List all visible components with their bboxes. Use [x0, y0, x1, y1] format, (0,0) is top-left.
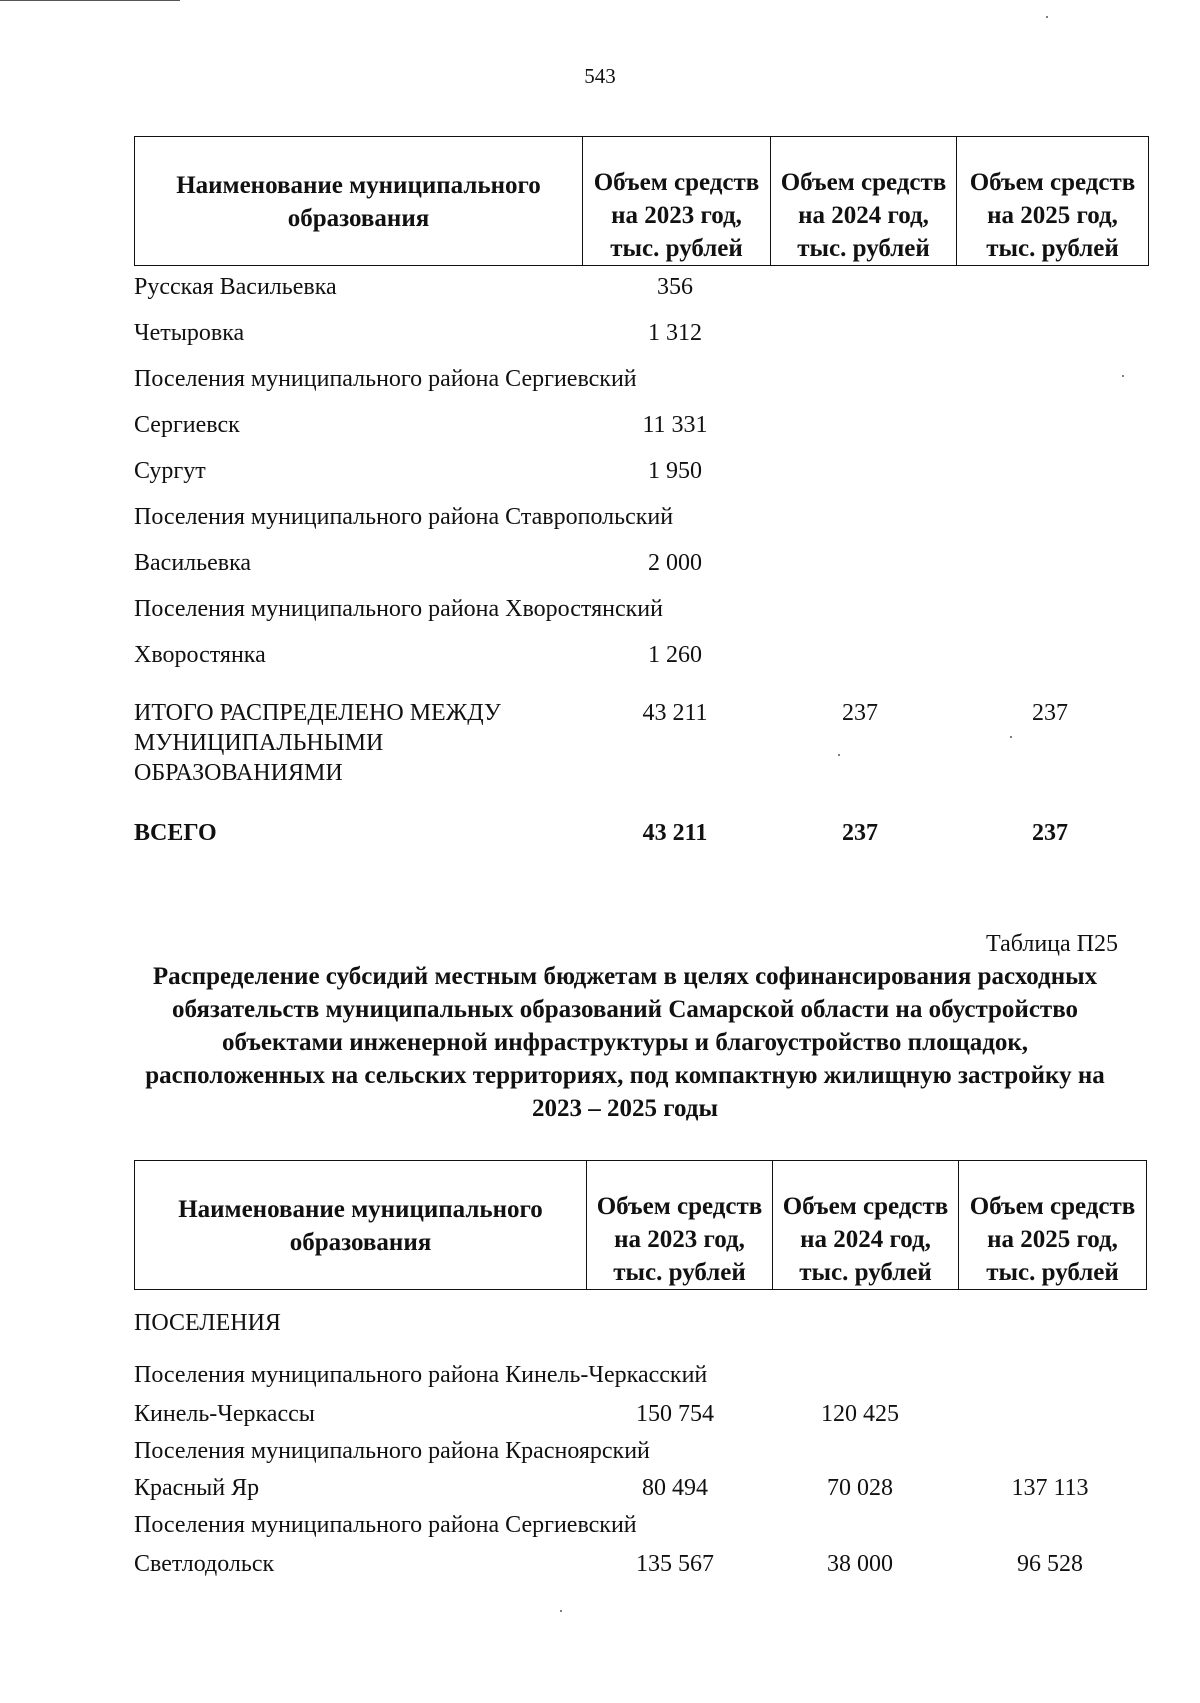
table-row-value-2024: 70 028 — [827, 1475, 893, 1501]
total-distributed-label: ИТОГО РАСПРЕДЕЛЕНО МЕЖДУ МУНИЦИПАЛЬНЫМИ ОБРАЗОВАНИЯМИ — [134, 700, 501, 786]
table-group-heading: Поселения муниципального района Ставропольский — [134, 504, 674, 530]
table-row-name: Сургут — [134, 458, 206, 484]
table-row-name: Хворостянка — [134, 642, 266, 668]
table1-header-2024: Объем средств на 2024 год, тыс. рублей — [771, 137, 957, 266]
table-row-name: Васильевка — [134, 550, 252, 576]
total-distributed-2024: 237 — [842, 700, 878, 726]
table-title: Распределение субсидий местным бюджетам в целях софинансирования расходных обязательств муниципальных образований Самарской области на обустройство объектами инженерной инфраструктуры и благоустройство площадок, расположенных на сельских территориях, под компактную жилищную застройку на 2023 – 2025 годы — [145, 963, 1105, 1122]
grand-total-2025: 237 — [1032, 820, 1068, 846]
table-row-name: Сергиевск — [134, 412, 240, 438]
table2-header — [134, 1160, 1147, 1290]
table-row-value-2025: 96 528 — [1017, 1551, 1083, 1577]
table2-header-name: Наименование муниципального образования — [135, 1161, 587, 1290]
table-section-heading: ПОСЕЛЕНИЯ — [134, 1310, 281, 1336]
table2-header-2024: Объем средств на 2024 год, тыс. рублей — [773, 1161, 959, 1290]
total-distributed-2025: 237 — [1032, 700, 1068, 726]
table-row-value-2025: 137 113 — [1011, 1475, 1089, 1501]
table-group-heading: Поселения муниципального района Кинель-Черкасский — [134, 1362, 708, 1388]
table1-header-name: Наименование муниципального образования — [135, 137, 583, 266]
table-row-value-2023: 135 567 — [636, 1551, 714, 1577]
table1-header-2023: Объем средств на 2023 год, тыс. рублей — [583, 137, 771, 266]
table-group-heading: Поселения муниципального района Сергиевский — [134, 366, 637, 392]
table-row-value-2024: 120 425 — [821, 1401, 899, 1427]
total-distributed-2023: 43 211 — [642, 700, 708, 726]
table-row-value-2023: 150 754 — [636, 1401, 714, 1427]
table-row-name: Красный Яр — [134, 1475, 260, 1501]
table-group-heading: Поселения муниципального района Красноярский — [134, 1438, 650, 1464]
table-row-name: Русская Васильевка — [134, 274, 337, 300]
grand-total-2024: 237 — [842, 820, 878, 846]
table2-header-2025: Объем средств на 2025 год, тыс. рублей — [959, 1161, 1147, 1290]
table-row-value-2023: 1 950 — [648, 458, 702, 484]
table-group-heading: Поселения муниципального района Сергиевский — [134, 1512, 637, 1538]
scan-speck — [838, 754, 840, 756]
table-row-value-2023: 356 — [657, 274, 693, 300]
table-row-value-2023: 80 494 — [642, 1475, 708, 1501]
scan-speck — [1010, 736, 1012, 738]
scan-speck — [560, 1610, 562, 1612]
grand-total-2023: 43 211 — [642, 820, 708, 846]
table2-header-2023: Объем средств на 2023 год, тыс. рублей — [587, 1161, 773, 1290]
table-row-name: Четыровка — [134, 320, 245, 346]
table-row-value-2023: 2 000 — [648, 550, 702, 576]
table-row-name: Светлодольск — [134, 1551, 275, 1577]
table-row-value-2023: 1 260 — [648, 642, 702, 668]
grand-total-label: ВСЕГО — [134, 820, 217, 846]
scan-speck — [1046, 16, 1048, 18]
table-row-value-2023: 1 312 — [648, 320, 702, 346]
table-row-value-2024: 38 000 — [827, 1551, 893, 1577]
scan-speck — [1122, 375, 1124, 377]
table-row-name: Кинель-Черкассы — [134, 1401, 315, 1427]
page-number: 543 — [584, 64, 616, 88]
table1-header — [134, 136, 1149, 266]
scan-edge-line — [0, 0, 180, 1]
table-row-value-2023: 11 331 — [642, 412, 708, 438]
table-group-heading: Поселения муниципального района Хворостянский — [134, 596, 663, 622]
table1-header-2025: Объем средств на 2025 год, тыс. рублей — [957, 137, 1149, 266]
table-label: Таблица П25 — [986, 931, 1118, 957]
